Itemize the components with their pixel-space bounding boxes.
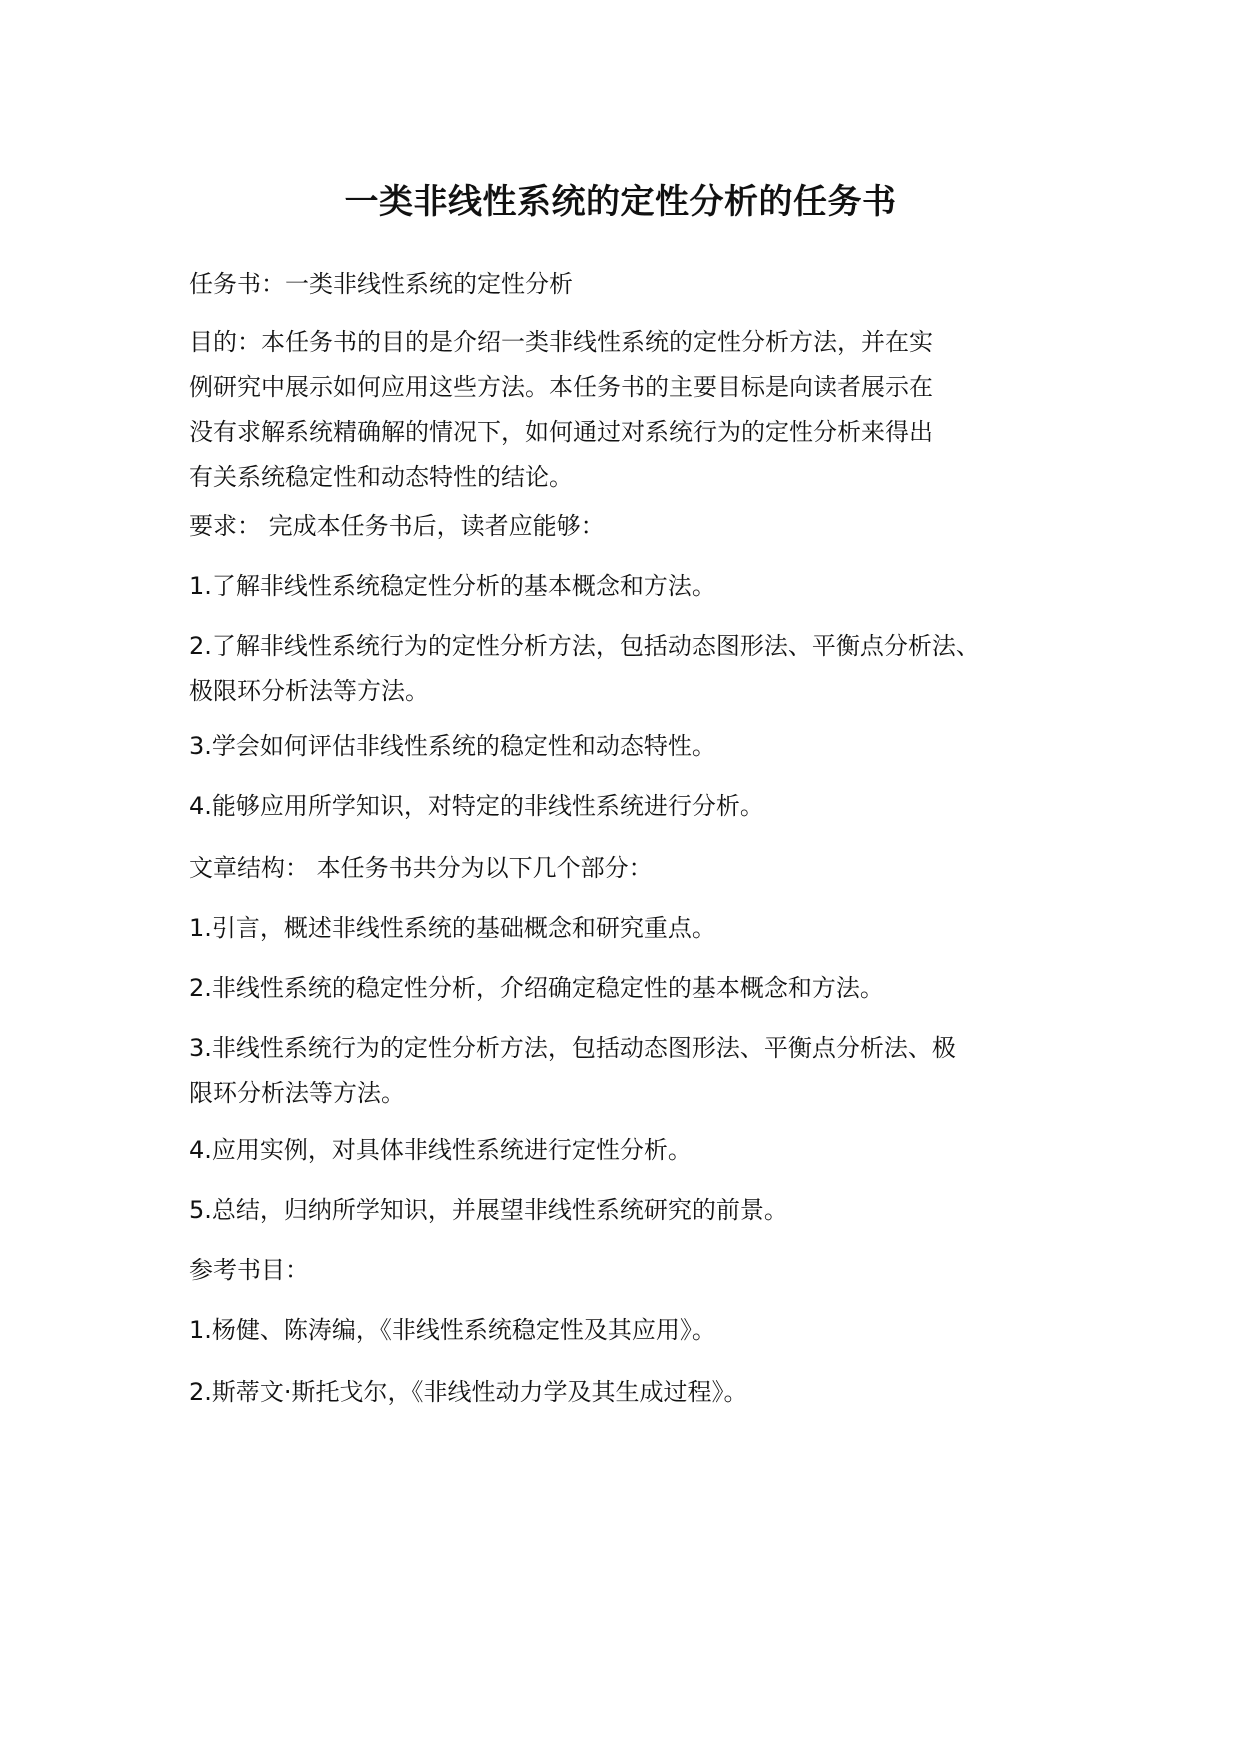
text-line: 要求： 完成本任务书后，读者应能够： <box>189 512 605 540</box>
paragraph-purpose <box>189 320 1089 500</box>
text-line: 2.斯蒂文·斯托戈尔，《非线性动力学及其生成过程》。 <box>189 1378 748 1406</box>
list-item <box>189 1026 1089 1116</box>
list-item <box>189 564 1089 609</box>
text-line: 参考书目： <box>189 1256 309 1284</box>
text-line: 1.杨健、陈涛编，《非线性系统稳定性及其应用》。 <box>189 1316 716 1344</box>
paragraph-references-heading <box>189 1248 1089 1293</box>
text-line: 4.能够应用所学知识，对特定的非线性系统进行分析。 <box>189 792 764 820</box>
text-line: 例研究中展示如何应用这些方法。本任务书的主要目标是向读者展示在 <box>189 373 933 401</box>
document-title: 一类非线性系统的定性分析的任务书 <box>344 182 897 222</box>
list-item <box>189 784 1089 829</box>
text-line: 任务书：一类非线性系统的定性分析 <box>189 270 573 298</box>
text-line: 目的：本任务书的目的是介绍一类非线性系统的定性分析方法，并在实 <box>189 328 933 356</box>
text-line: 极限环分析法等方法。 <box>189 677 429 705</box>
text-line: 1.了解非线性系统稳定性分析的基本概念和方法。 <box>189 572 716 600</box>
list-item <box>189 906 1089 951</box>
paragraph-requirements <box>189 504 1089 549</box>
text-line: 有关系统稳定性和动态特性的结论。 <box>189 463 573 491</box>
list-item <box>189 1128 1089 1173</box>
text-line: 2.了解非线性系统行为的定性分析方法，包括动态图形法、平衡点分析法、 <box>189 632 980 660</box>
list-item <box>189 724 1089 769</box>
list-item <box>189 966 1089 1011</box>
list-item <box>189 1188 1089 1233</box>
paragraph-structure <box>189 846 1089 891</box>
text-line: 3.非线性系统行为的定性分析方法，包括动态图形法、平衡点分析法、极 <box>189 1034 956 1062</box>
text-line: 限环分析法等方法。 <box>189 1079 405 1107</box>
text-line: 1.引言，概述非线性系统的基础概念和研究重点。 <box>189 914 716 942</box>
text-line: 没有求解系统精确解的情况下，如何通过对系统行为的定性分析来得出 <box>189 418 933 446</box>
reference-item <box>189 1308 1089 1353</box>
list-item <box>189 624 1089 714</box>
text-line: 5.总结，归纳所学知识，并展望非线性系统研究的前景。 <box>189 1196 788 1224</box>
text-line: 4.应用实例，对具体非线性系统进行定性分析。 <box>189 1136 692 1164</box>
reference-item <box>189 1370 1089 1415</box>
text-line: 3.学会如何评估非线性系统的稳定性和动态特性。 <box>189 732 716 760</box>
text-line: 文章结构： 本任务书共分为以下几个部分： <box>189 854 653 882</box>
text-line: 2.非线性系统的稳定性分析，介绍确定稳定性的基本概念和方法。 <box>189 974 884 1002</box>
paragraph-task-title <box>189 262 1089 307</box>
